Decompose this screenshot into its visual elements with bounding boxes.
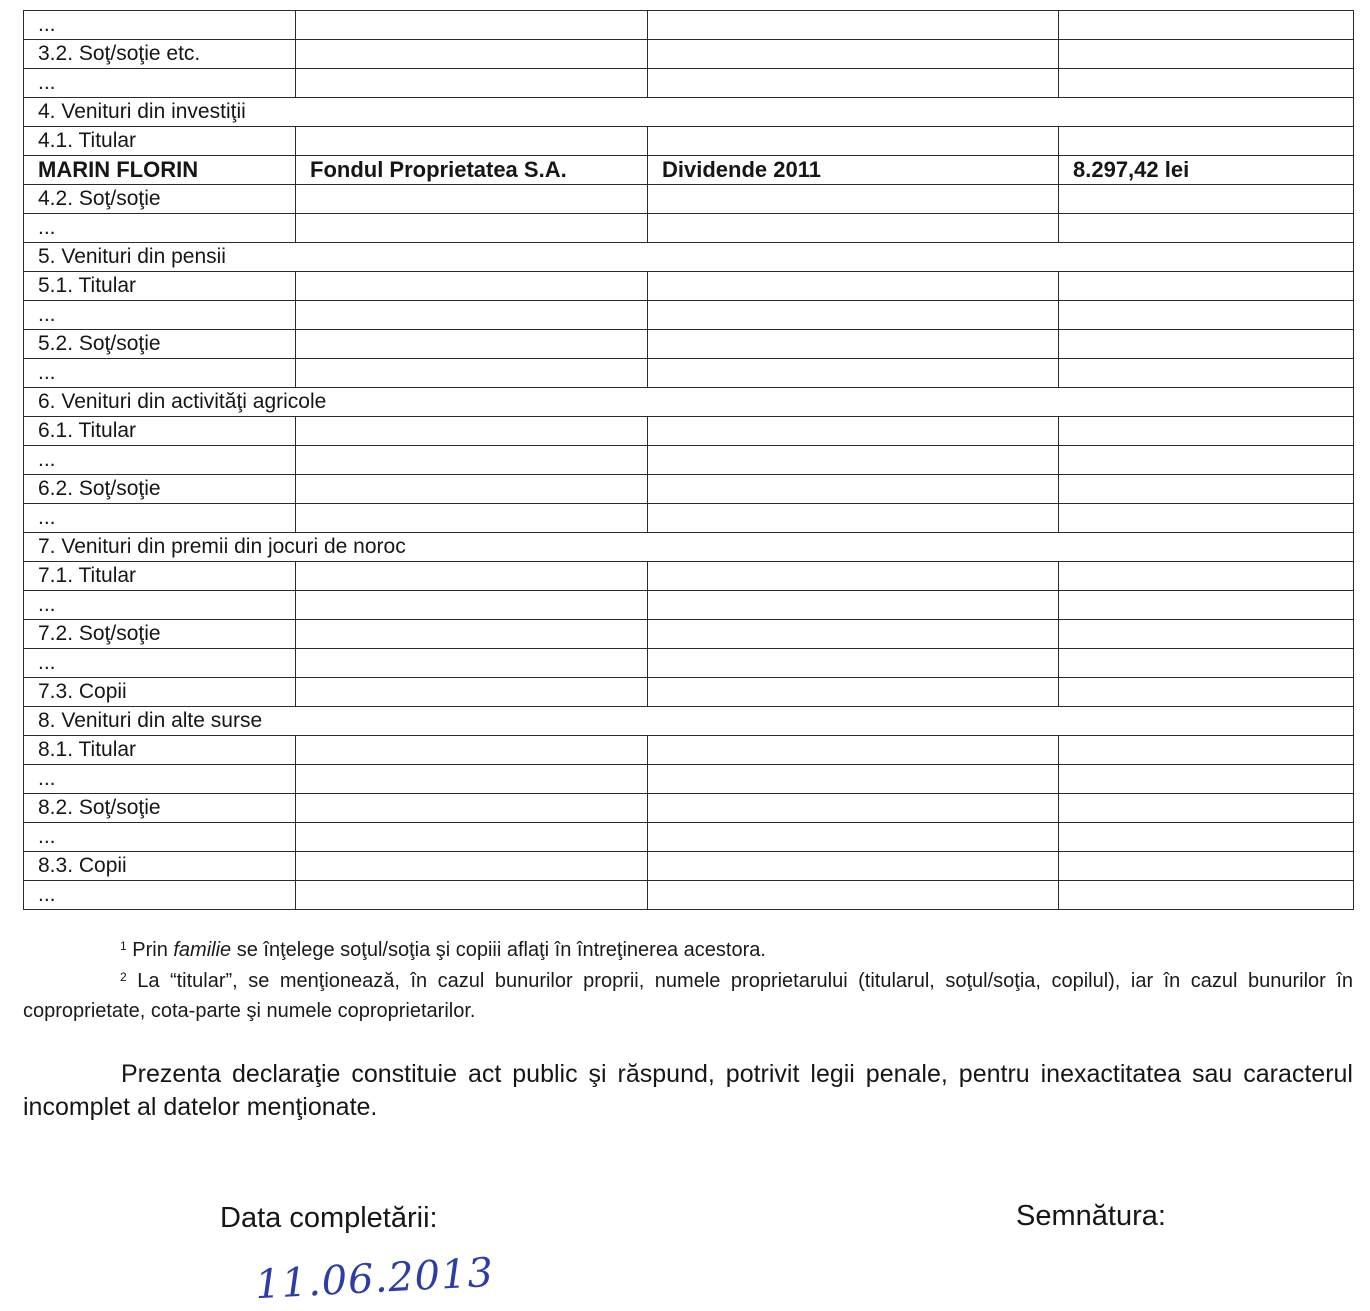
footnote-1-text-b: se înţelege soţul/soţia şi copiii aflaţi în întreţinerea acestora. <box>231 939 766 961</box>
footnote-1-text-a: Prin <box>132 939 174 961</box>
table-cell <box>1059 649 1354 678</box>
table-row <box>24 881 1354 910</box>
table-cell <box>296 446 648 475</box>
table-row <box>24 156 1354 185</box>
table-cell <box>1059 475 1354 504</box>
table-row <box>24 562 1354 591</box>
table-cell <box>648 40 1059 69</box>
footnote-1 <box>120 938 766 962</box>
table-cell <box>296 504 648 533</box>
table-cell <box>296 852 648 881</box>
table-cell <box>1059 678 1354 707</box>
handwritten-date: 11.06.2013 <box>253 1249 496 1309</box>
table-cell <box>648 11 1059 40</box>
table-row <box>24 504 1354 533</box>
table-cell: 8.3. Copii <box>24 852 296 881</box>
table-cell <box>648 272 1059 301</box>
table-row <box>24 591 1354 620</box>
table-row <box>24 69 1354 98</box>
table-cell <box>648 301 1059 330</box>
table-cell <box>296 881 648 910</box>
table-cell <box>1059 562 1354 591</box>
table-cell <box>1059 272 1354 301</box>
income-table <box>23 10 1354 910</box>
table-cell: 5.2. Soţ/soţie <box>24 330 296 359</box>
table-cell <box>1059 185 1354 214</box>
table-cell <box>296 794 648 823</box>
footnote-2-mark: 2 <box>120 970 127 984</box>
table-row <box>24 475 1354 504</box>
table-row <box>24 620 1354 649</box>
table-cell <box>648 823 1059 852</box>
table-cell: 5.1. Titular <box>24 272 296 301</box>
table-cell: ... <box>24 69 296 98</box>
table-cell <box>648 852 1059 881</box>
table-row <box>24 446 1354 475</box>
table-cell <box>1059 881 1354 910</box>
section-title: 6. Venituri din activităţi agricole <box>24 388 1354 417</box>
table-cell <box>296 417 648 446</box>
table-cell <box>296 272 648 301</box>
table-cell <box>648 794 1059 823</box>
table-cell <box>1059 40 1354 69</box>
table-row <box>24 185 1354 214</box>
table-row <box>24 301 1354 330</box>
table-cell: 6.2. Soţ/soţie <box>24 475 296 504</box>
table-row <box>24 330 1354 359</box>
table-cell <box>1059 794 1354 823</box>
table-cell <box>648 185 1059 214</box>
table-cell <box>1059 765 1354 794</box>
table-cell <box>1059 301 1354 330</box>
income-table-body <box>24 11 1354 910</box>
table-cell <box>1059 852 1354 881</box>
table-cell <box>648 591 1059 620</box>
table-row <box>24 765 1354 794</box>
table-row <box>24 11 1354 40</box>
table-cell: Fondul Proprietatea S.A. <box>296 156 648 185</box>
section-row <box>24 98 1354 127</box>
section-row <box>24 533 1354 562</box>
table-cell: ... <box>24 765 296 794</box>
table-cell <box>296 823 648 852</box>
table-cell <box>648 69 1059 98</box>
section-title: 8. Venituri din alte surse <box>24 707 1354 736</box>
table-row <box>24 736 1354 765</box>
section-row <box>24 707 1354 736</box>
table-cell: ... <box>24 11 296 40</box>
table-cell <box>296 765 648 794</box>
table-cell <box>296 649 648 678</box>
table-cell: 7.2. Soţ/soţie <box>24 620 296 649</box>
table-cell <box>296 301 648 330</box>
table-cell: 8.1. Titular <box>24 736 296 765</box>
table-cell <box>296 736 648 765</box>
table-cell <box>648 475 1059 504</box>
table-cell: 6.1. Titular <box>24 417 296 446</box>
table-cell <box>296 127 648 156</box>
table-cell <box>648 214 1059 243</box>
table-row <box>24 359 1354 388</box>
footnote-1-mark: 1 <box>120 939 127 953</box>
table-cell <box>648 446 1059 475</box>
table-cell <box>1059 591 1354 620</box>
table-row <box>24 127 1354 156</box>
table-cell: ... <box>24 446 296 475</box>
table-cell: 4.1. Titular <box>24 127 296 156</box>
declaration-statement: Prezenta declaraţie constituie act public şi răspund, potrivit legii penale, pentru inexactitatea sau caracterul incomplet al datelor menţionate. <box>23 1060 1353 1121</box>
table-cell <box>1059 446 1354 475</box>
table-cell <box>296 69 648 98</box>
table-cell <box>648 330 1059 359</box>
table-cell: 8.297,42 lei <box>1059 156 1354 185</box>
table-cell <box>1059 417 1354 446</box>
table-cell: ... <box>24 881 296 910</box>
table-row <box>24 272 1354 301</box>
section-title: 7. Venituri din premii din jocuri de noroc <box>24 533 1354 562</box>
table-cell <box>296 11 648 40</box>
section-title: 4. Venituri din investiţii <box>24 98 1354 127</box>
table-row <box>24 794 1354 823</box>
table-row <box>24 40 1354 69</box>
table-cell <box>296 40 648 69</box>
footnote-1-italic: familie <box>173 939 232 961</box>
table-cell: ... <box>24 504 296 533</box>
table-cell <box>1059 359 1354 388</box>
section-row <box>24 243 1354 272</box>
table-cell <box>296 185 648 214</box>
table-cell: ... <box>24 823 296 852</box>
footnote-2 <box>23 966 1353 1026</box>
table-cell <box>1059 620 1354 649</box>
table-cell <box>296 591 648 620</box>
table-cell <box>296 359 648 388</box>
signature-label: Semnătura: <box>1016 1200 1166 1232</box>
table-cell <box>648 649 1059 678</box>
table-cell: ... <box>24 359 296 388</box>
table-cell <box>296 475 648 504</box>
section-title: 5. Venituri din pensii <box>24 243 1354 272</box>
table-row <box>24 852 1354 881</box>
table-cell <box>1059 823 1354 852</box>
table-cell: ... <box>24 591 296 620</box>
table-row <box>24 649 1354 678</box>
table-cell <box>648 620 1059 649</box>
table-cell <box>1059 330 1354 359</box>
footnote-2-text: La “titular”, se menţionează, în cazul bunurilor proprii, numele proprietarului (titularul, soţul/soţia, copilul), iar în cazul bunurilor în coproprietate, cota-parte şi numele coproprietarilor. <box>23 970 1353 1022</box>
table-cell <box>648 562 1059 591</box>
table-cell <box>648 736 1059 765</box>
date-label: Data completării: <box>220 1202 438 1234</box>
table-cell: 7.1. Titular <box>24 562 296 591</box>
table-cell: 8.2. Soţ/soţie <box>24 794 296 823</box>
table-cell: ... <box>24 301 296 330</box>
table-cell <box>1059 69 1354 98</box>
table-cell <box>1059 504 1354 533</box>
table-cell <box>1059 214 1354 243</box>
table-cell <box>296 214 648 243</box>
table-cell: ... <box>24 649 296 678</box>
table-cell <box>1059 127 1354 156</box>
table-cell <box>648 765 1059 794</box>
table-cell <box>648 504 1059 533</box>
table-cell <box>296 330 648 359</box>
table-cell <box>1059 11 1354 40</box>
table-cell: ... <box>24 214 296 243</box>
table-cell <box>1059 736 1354 765</box>
table-cell <box>296 620 648 649</box>
table-cell <box>296 562 648 591</box>
table-cell <box>648 417 1059 446</box>
table-cell <box>296 678 648 707</box>
table-cell: 4.2. Soţ/soţie <box>24 185 296 214</box>
table-cell: 7.3. Copii <box>24 678 296 707</box>
table-row <box>24 417 1354 446</box>
table-cell: 3.2. Soţ/soţie etc. <box>24 40 296 69</box>
table-cell <box>648 127 1059 156</box>
table-row <box>24 678 1354 707</box>
table-row <box>24 823 1354 852</box>
table-cell: Dividende 2011 <box>648 156 1059 185</box>
table-cell: MARIN FLORIN <box>24 156 296 185</box>
table-cell <box>648 678 1059 707</box>
table-cell <box>648 881 1059 910</box>
section-row <box>24 388 1354 417</box>
table-row <box>24 214 1354 243</box>
table-cell <box>648 359 1059 388</box>
